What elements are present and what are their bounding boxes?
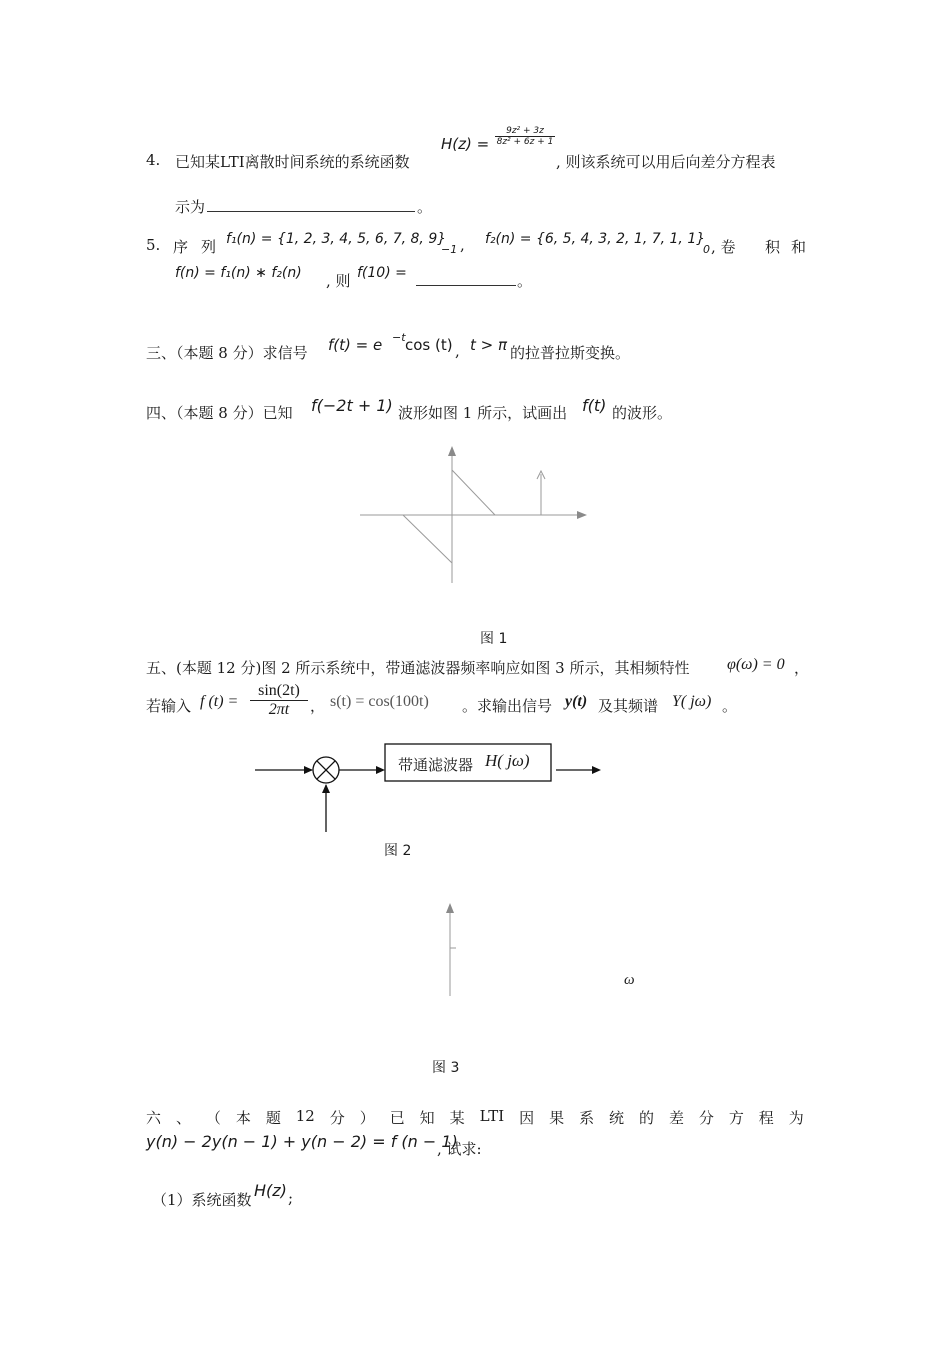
- q5-answer-blank: [416, 271, 516, 286]
- fig1-right-ramp: [452, 470, 495, 515]
- q4-text3: 示为: [175, 198, 206, 216]
- q3-tail: 的拉普拉斯变换。: [510, 344, 631, 362]
- q6-head-char: 12: [295, 1107, 315, 1125]
- q5b-line2-a: 若输入: [146, 697, 192, 715]
- fig1-left-ramp: [403, 515, 452, 563]
- q5b-line2-b: ，: [310, 697, 326, 715]
- q6-head-char: （: [205, 1109, 221, 1127]
- q6-head-char: 题: [265, 1109, 281, 1127]
- q4-hz: H(z) =: [441, 135, 490, 153]
- q5-f2-subscript: 0: [703, 243, 710, 256]
- q6-head-char: 程: [758, 1109, 774, 1127]
- q6-head-char: 果: [549, 1109, 565, 1127]
- q5-conv: f(n) = f₁(n) ∗ f₂(n): [175, 265, 302, 281]
- q5-number: 5.: [146, 236, 161, 254]
- q6-head-char: 知: [419, 1109, 435, 1127]
- q6-head-char: 差: [668, 1109, 684, 1127]
- q6-sub1: （1）系统函数: [152, 1191, 252, 1209]
- q6-head-char: 系: [579, 1109, 595, 1127]
- q6-head-char: 分: [698, 1109, 714, 1127]
- q5b-st: s(t) = cos(100t): [330, 693, 429, 710]
- fig2-output-arrow: [592, 766, 601, 774]
- q5b-frac-den: 2πt: [268, 701, 290, 718]
- q6-head-char: 、: [175, 1109, 191, 1127]
- q6-head-char: 方: [728, 1109, 744, 1127]
- q3-cond: t > π: [470, 336, 508, 354]
- q5b-input-fraction: [250, 682, 308, 719]
- q4-text2: , 则该系统可以用后向差分方程表: [556, 153, 776, 171]
- q6-head-char: 的: [638, 1109, 654, 1127]
- q5b-line2-d: 及其频谱: [598, 697, 659, 715]
- q6-sub1-end: ;: [288, 1189, 294, 1207]
- q5b-line1: 五、(本题 12 分)图 2 所示系统中，带通滤波器频率响应如图 3 所示，其相频特性: [146, 659, 690, 677]
- q6-head-char: LTI: [479, 1107, 505, 1125]
- q5-word1: 序: [173, 238, 189, 256]
- q5-f10: f(10) =: [357, 265, 407, 281]
- fig2-filter-h: H( jω): [485, 751, 530, 770]
- figure-3-caption: 图 3: [432, 1060, 460, 1076]
- fig1-x-arrow: [577, 511, 587, 519]
- q5b-line2-c: 。求输出信号: [462, 697, 553, 715]
- q6-head-char: ）: [359, 1109, 375, 1127]
- q4b-mid: 波形如图 1 所示，试画出: [398, 404, 568, 422]
- q3-sep: ,: [455, 342, 460, 360]
- figure-1-waveform: [355, 440, 595, 590]
- q5-sep: ,: [460, 236, 465, 254]
- q3-exponent: −t: [392, 331, 406, 344]
- fig2-filter-label: 带通滤波器: [398, 756, 474, 774]
- q6-tail: , 试求:: [437, 1140, 482, 1158]
- q6-head-char: 分: [329, 1109, 345, 1127]
- q4-text4: 。: [417, 198, 433, 216]
- q5-end: 。: [517, 272, 533, 290]
- q6-head-char: 本: [235, 1109, 251, 1127]
- figure-2-block-diagram: [250, 738, 610, 838]
- fig3-y-arrow: [446, 903, 454, 913]
- fig2-filter-arrow: [376, 766, 385, 774]
- q3-expr: f(t) = e: [328, 336, 383, 354]
- q5-word3: , 卷: [711, 238, 736, 256]
- q4-hz-fraction: [495, 126, 555, 147]
- q6-head-char: 某: [449, 1109, 465, 1127]
- fig3-omega-label: ω: [624, 972, 635, 988]
- q6-equation: y(n) − 2y(n − 1) + y(n − 2) = f (n − 1): [146, 1132, 458, 1151]
- fig1-y-arrow: [448, 446, 456, 456]
- q5b-phi: φ(ω) = 0: [727, 656, 785, 673]
- q6-head-char: 因: [519, 1109, 535, 1127]
- q4-hz-denominator: 8z² + 6z + 1: [496, 137, 554, 147]
- q5b-line2-e: 。: [722, 697, 738, 715]
- fig2-carrier-arrow: [322, 784, 330, 793]
- q5-word5: 和: [791, 238, 807, 256]
- q4-answer-blank: [207, 197, 415, 212]
- figure-1-caption: 图 1: [480, 631, 508, 647]
- q3-head: 三、（本题 8 分）求信号: [146, 344, 308, 362]
- figure-3-frequency-response: [440, 898, 470, 1000]
- fig2-input-arrow: [304, 766, 313, 774]
- q5b-comma1: ，: [794, 659, 810, 677]
- q4-text: 已知某LTI离散时间系统的系统函数: [175, 153, 410, 171]
- q5-f1-subscript: −1: [441, 243, 458, 256]
- q5-word2: 列: [201, 238, 217, 256]
- q5-f1: f₁(n) = {1, 2, 3, 4, 5, 6, 7, 8, 9}: [226, 231, 447, 247]
- q6-head-char: 六: [146, 1109, 162, 1127]
- q5b-yt: y(t): [565, 693, 588, 710]
- q4b-head: 四、（本题 8 分）已知: [146, 404, 293, 422]
- figure-2-caption: 图 2: [384, 843, 412, 859]
- q4b-tail: 的波形。: [612, 404, 673, 422]
- q4b-expr2: f(t): [582, 396, 607, 415]
- q3-expr2: cos (t): [405, 336, 453, 354]
- q5b-ft: f (t) =: [200, 693, 239, 710]
- q4b-expr: f(−2t + 1): [311, 396, 393, 415]
- q6-head-char: 统: [609, 1109, 625, 1127]
- q5-word4: 积: [765, 238, 781, 256]
- q5b-yjw: Y( jω): [672, 693, 712, 710]
- q6-head-char: 已: [389, 1109, 405, 1127]
- q6-head-line: [146, 1107, 804, 1128]
- q4-hz-numerator: 9z² + 3z: [495, 126, 555, 137]
- q6-head-char: 为: [788, 1109, 804, 1127]
- q6-sub1-expr: H(z): [254, 1181, 287, 1200]
- q5-f2: f₂(n) = {6, 5, 4, 3, 2, 1, 7, 1, 1}: [485, 231, 706, 247]
- q4-number: 4.: [146, 151, 161, 169]
- q5-then: , 则: [326, 272, 351, 290]
- q5b-frac-num: sin(2t): [250, 682, 308, 701]
